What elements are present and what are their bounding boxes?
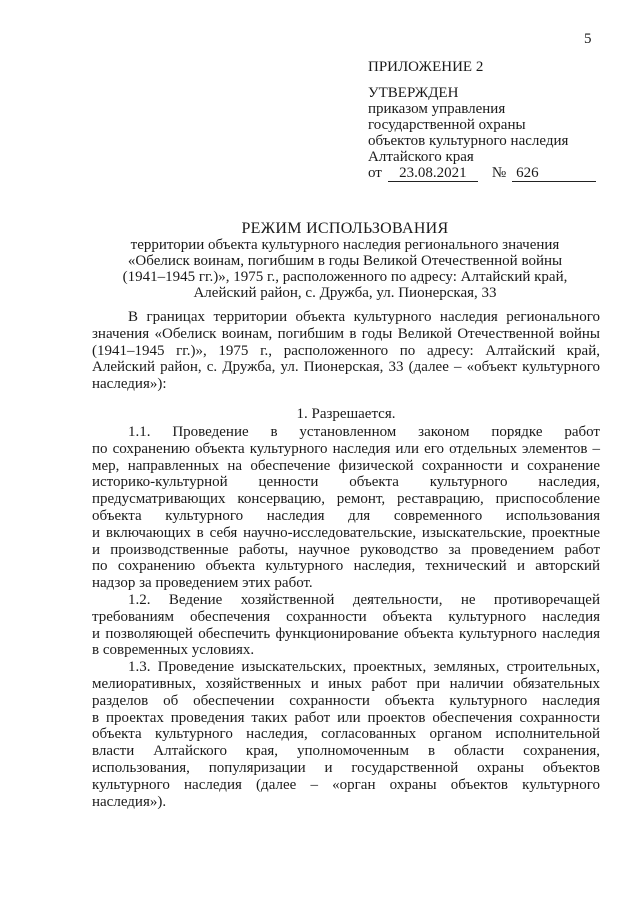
document-body xyxy=(92,309,600,810)
order-number: 626 xyxy=(512,166,596,182)
text-line: надзор за проведением этих работ. xyxy=(92,575,313,592)
text-line: предусматривающих консервацию, ремонт, реставрацию, приспособление xyxy=(92,491,600,508)
text-line: Алейский район, с. Дружба, ул. Пионерская, 33 (далее – «объект культурного xyxy=(92,359,600,376)
text-line: в проектах проведения таких работ или проектов обеспечения сохранности xyxy=(92,709,600,726)
text-line: 1.3. Проведение изыскательских, проектных, земляных, строительных, xyxy=(128,659,600,676)
text-line: мелиоративных, хозяйственных и иных работ при наличии обязательных xyxy=(92,675,600,692)
item-1-1 xyxy=(92,424,600,592)
text-line: историко-культурной ценности объекта культурного наследия, xyxy=(92,474,600,491)
text-line: наследия»). xyxy=(92,793,167,810)
document-title-block xyxy=(70,221,620,301)
section-heading: 1. Разрешается. xyxy=(296,405,396,422)
intro-paragraph xyxy=(92,309,600,393)
text-line: значения «Обелиск воинам, погибшим в годы Великой Отечественной войны xyxy=(92,325,600,342)
title-subline: Алейский район, с. Дружба, ул. Пионерская, 33 xyxy=(193,285,497,301)
text-line: (1941–1945 гг.)», 1975 г., расположенного по адресу: Алтайский край, xyxy=(92,342,600,359)
approval-line: Алтайского края xyxy=(368,149,474,165)
text-line: в современных условиях. xyxy=(92,642,255,659)
page-number: 5 xyxy=(584,31,592,47)
document-title: РЕЖИМ ИСПОЛЬЗОВАНИЯ xyxy=(241,220,449,237)
text-line: наследия»): xyxy=(92,376,167,393)
number-prefix: № xyxy=(491,165,507,181)
text-line: власти Алтайского края, уполномоченным в области сохранения, xyxy=(92,743,600,760)
text-line: по сохранению объекта культурного наследия или его отдельных элементов – xyxy=(92,440,600,457)
text-line: разделов об обеспечении сохранности объекта культурного наследия xyxy=(92,692,600,709)
approval-line: объектов культурного наследия xyxy=(368,133,569,149)
order-date-row xyxy=(368,165,628,182)
title-subline: (1941–1945 гг.)», 1975 г., расположенного по адресу: Алтайский край, xyxy=(122,269,568,285)
item-1-3 xyxy=(92,659,600,810)
text-line: 1.1. Проведение в установленном законом порядке работ xyxy=(128,423,600,440)
text-line: В границах территории объекта культурного наследия регионального xyxy=(128,309,600,325)
text-line: объекта культурного наследия, согласованных органом исполнительной xyxy=(92,726,600,743)
item-1-2 xyxy=(92,592,600,659)
date-prefix: от xyxy=(368,165,382,181)
approval-line: приказом управления xyxy=(368,101,506,117)
text-line: и включающих в себя научно-исследовательские, изыскательские, проектные xyxy=(92,524,600,541)
text-line: мер, направленных на обеспечение физической сохранности и сохранение xyxy=(92,457,600,474)
text-line: и производственные работы, научное руководство за проведением работ xyxy=(92,541,600,558)
order-date: 23.08.2021 xyxy=(388,166,478,182)
appendix-label: ПРИЛОЖЕНИЕ 2 xyxy=(368,59,484,75)
approval-line: государственной охраны xyxy=(368,117,526,133)
title-subline: территории объекта культурного наследия регионального значения xyxy=(130,237,560,253)
text-line: и позволяющей обеспечить функционирование объекта культурного наследия xyxy=(92,625,600,642)
title-subline: «Обелиск воинам, погибшим в годы Великой Отечественной войны xyxy=(127,253,563,269)
text-line: требованиям обеспечения сохранности объекта культурного наследия xyxy=(92,608,600,625)
approval-stamp xyxy=(368,59,628,182)
text-line: по сохранению объекта культурного наследия, технический и авторский xyxy=(92,558,600,575)
text-line: использования, популяризации и государственной охраны объектов xyxy=(92,759,600,776)
text-line: культурного наследия (далее – «орган охраны объектов культурного xyxy=(92,776,600,793)
text-line: объекта культурного наследия для современного использования xyxy=(92,507,600,524)
approved-label: УТВЕРЖДЕН xyxy=(368,85,459,101)
text-line: 1.2. Ведение хозяйственной деятельности, не противоречащей xyxy=(128,591,600,608)
